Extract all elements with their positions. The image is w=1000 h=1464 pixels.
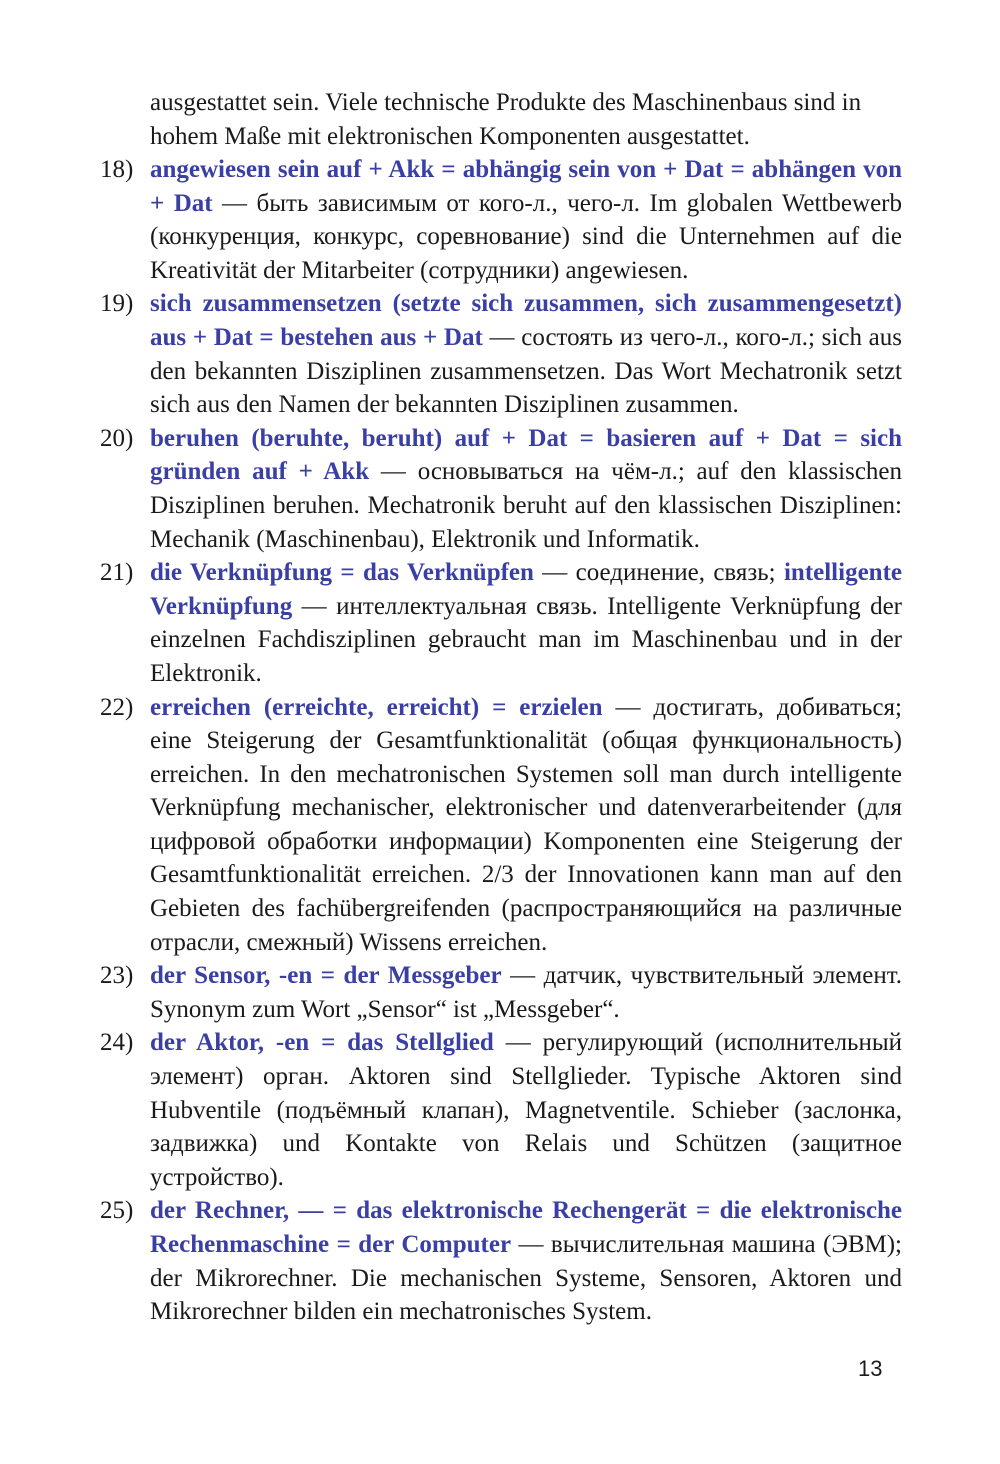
entry-term: der Aktor, -en = das Stellglied — [150, 1029, 494, 1057]
entry-number: 24) — [100, 1029, 134, 1057]
entry-text: — датчик, чувствительный элемент. Synonym zum Wort „Sensor“ ist „Messgeber“. — [150, 962, 902, 1023]
entry-text: — соединение, связь; — [533, 559, 784, 587]
entry-term: die Verknüpfung = das Verknüpfen — [150, 559, 534, 587]
entry-term: beruhen (beruhte, beruht) auf + Dat = basieren auf + Dat = sich gründen auf + Akk — [150, 424, 902, 486]
vocabulary-list — [100, 153, 902, 1329]
entry-term: angewiesen sein auf + Akk = abhängig sein von + Dat = abhängen von + Dat — [150, 156, 902, 217]
entry-number: 21) — [100, 559, 134, 587]
vocabulary-entry — [100, 691, 902, 960]
vocabulary-entry — [100, 1194, 902, 1328]
entry-text: — основываться на чём-л.; auf den klassischen Disziplinen beruhen. Mechatronik beruht auf den klassischen Disziplinen: Mechanik (Maschinenbau), Elektronik und Informatik. — [150, 458, 903, 553]
entry-term-secondary: intelligente Verknüpfung — [150, 559, 902, 620]
entry-term: der Sensor, -en = der Messgeber — [150, 962, 502, 990]
vocabulary-entry — [100, 556, 902, 690]
entry-number: 20) — [100, 424, 134, 452]
entry-term: erreichen (erreichte, erreicht) = erzielen — [150, 693, 603, 721]
intro-paragraph: ausgestattet sein. Viele technische Produkte des Maschinenbaus sind in hohem Maße mit elektronischen Komponenten ausgestattet. — [150, 89, 862, 150]
entry-number: 18) — [100, 156, 134, 183]
vocabulary-entry — [100, 959, 902, 1026]
vocabulary-entry — [100, 1026, 902, 1194]
entry-text-secondary: — интеллектуальная связь. Intelligente Verknüpfung der einzelnen Fachdisziplinen gebraucht man im Maschinenbau und in der Elektronik. — [150, 592, 902, 687]
vocabulary-entry — [100, 422, 902, 556]
entry-term: sich zusammensetzen (setzte sich zusammen, sich zusammengesetzt) aus + Dat = bestehen aus + Dat — [150, 290, 902, 351]
entry-text: — состоять из чего-л., кого-л.; sich aus den bekannten Disziplinen zusammensetzen. Das Wort Mechatronik setzt sich aus den Namen der bekannten Disziplinen zusammen. — [150, 323, 902, 419]
entry-term: der Rechner, — = das elektronische Rechengerät = die elektronische Rechenmaschine = der Computer — [150, 1197, 902, 1258]
page-number: 13 — [858, 1356, 883, 1381]
entry-text: — регулирующий (исполнительный элемент) орган. Aktoren sind Stellglieder. Typische Aktoren sind Hubventile (подъёмный клапан), Magnetventile. Schieber (заслонка, задвижка) und Kontakte von Relais und Schützen (защитное устройство). — [150, 1029, 902, 1191]
vocabulary-entry — [100, 287, 902, 421]
entry-number: 22) — [100, 693, 134, 721]
vocabulary-entry — [100, 153, 902, 287]
entry-number: 25) — [100, 1197, 134, 1225]
entry-number: 19) — [100, 290, 134, 318]
entry-text: — достигать, добиваться; eine Steigerung der Gesamtfunktionalität (общая функциональность) erreichen. In den mechatronischen Systemen soll man durch intelligente Verknüpfung mechanischer, elektronischer und datenverarbeitender (для цифровой обработки информации) Komponenten eine Steigerung der Gesamtfunktionalität erreichen. 2/3 der Innovationen kann man auf den Gebieten des fachübergreifenden (распространяющийся на различные отрасли, смежный) Wissens erreichen. — [150, 693, 902, 956]
entry-text: — быть зависимым от кого-л., чего-л. Im globalen Wettbewerb (конкуренция, конкурс, соревнование) sind die Unternehmen auf die Kreativität der Mitarbeiter (сотрудники) angewiesen. — [150, 189, 902, 284]
entry-number: 23) — [100, 962, 134, 990]
entry-text: — вычислительная машина (ЭВМ); der Mikrorechner. Die mechanischen Systeme, Sensoren, Aktoren und Mikrorechner bilden ein mechatronisches System. — [150, 1231, 903, 1326]
